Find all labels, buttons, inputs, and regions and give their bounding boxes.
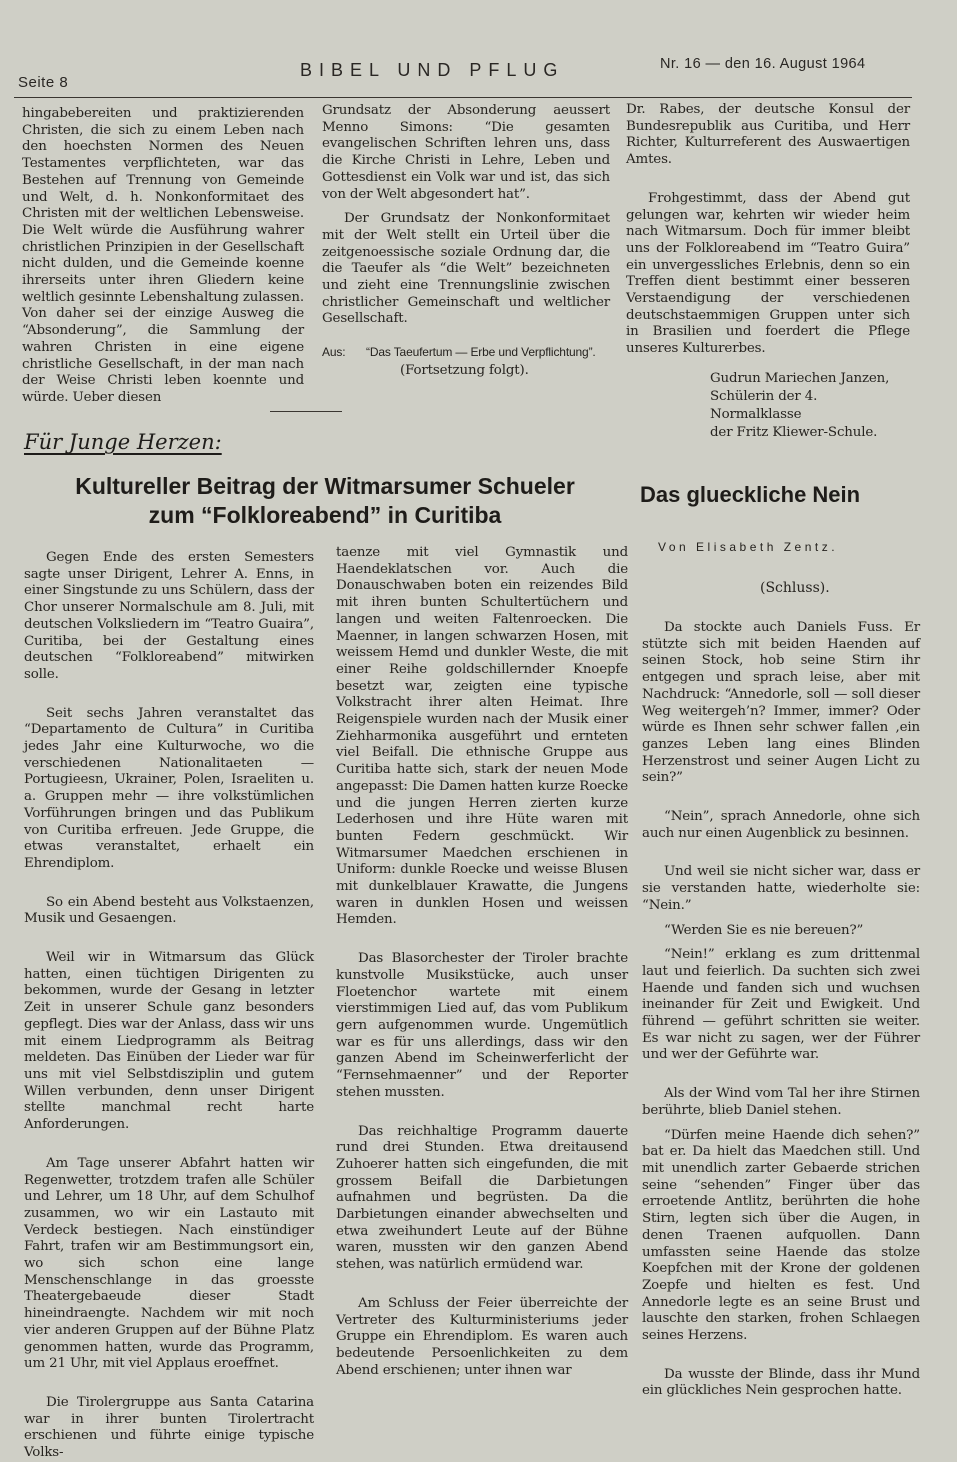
top-column-1 bbox=[22, 106, 304, 407]
signature-line: der Fritz Kliewer-Schule. bbox=[710, 424, 878, 440]
paragraph: Am Tage unserer Abfahrt hatten wir Regenwetter, trotzdem trafen alle Schüler und Lehrer, um 18 Uhr, auf dem Schulhof zusammen, wo wir ein Lastauto mit Verdeck bestiegen. Nach einstündiger Fahrt, trafen wir am Bestimmungsort ein, wo sich schon eine lange Menschenschlange in das groesste Theatergebaeude dieser Stadt hineindraengte. Nachdem wir mit noch vier anderen Gruppen auf der Bühne Platz genommen hatten, wurde das Programm, um 21 Uhr, mit viel Applaus eroeffnet. bbox=[24, 1155, 314, 1372]
paragraph: Die Tirolergruppe aus Santa Catarina war in ihrer bunten Tirolertracht erschienen und führte einige typische Volks- bbox=[24, 1394, 314, 1461]
paragraph: “Nein!” erklang es zum drittenmal laut und feierlich. Da suchten sich zwei Haende und fanden sich und wuchsen ineinander für Zeit und Ewigkeit. Und führend — geführt schritten sie weiter. Es war nicht zu sagen, wer der Führer und wer der Geführte war. bbox=[642, 947, 920, 1063]
header-rule bbox=[14, 97, 912, 98]
article-title bbox=[40, 472, 610, 530]
signature-line: Schülerin der 4. Normalklasse bbox=[710, 388, 818, 422]
paragraph: Und weil sie nicht sicher war, dass er sie verstanden hatte, wiederholte sie: “Nein.” bbox=[642, 864, 920, 913]
paragraph: “Werden Sie es nie bereuen?” bbox=[664, 922, 864, 938]
top-column-3 bbox=[626, 102, 910, 442]
paragraph: Da wusste der Blinde, dass ihr Mund ein glückliches Nein gesprochen hatte. bbox=[642, 1366, 920, 1399]
masthead: BIBEL UND PFLUG bbox=[300, 60, 565, 80]
section-heading: Für Junge Herzen: bbox=[24, 430, 222, 454]
paragraph: So ein Abend besteht aus Volkstaenzen, Musik und Gesaengen. bbox=[24, 894, 314, 927]
paragraph: Grundsatz der Absonderung aeussert Menno Simons: “Die gesamten evangelischen Schriften lehren uns, dass die Kirche Christi in Lehre, Leben und Gottesdienst ein Volk war und ist, das sich von der Welt abgesondert hat”. bbox=[322, 103, 610, 202]
article-title-line: Kultureller Beitrag der Witmarsumer Schueler bbox=[75, 473, 575, 499]
article-column-2 bbox=[336, 545, 628, 1379]
paragraph: Seit sechs Jahren veranstaltet das “Departamento de Cultura” in Curitiba jedes Jahr eine Kulturwoche, wo die verschiedenen Nationalitaeten — Portugieesn, Ukrainer, Polen, Israeliten u. a. Gruppen mehr — ihre volkstümlichen Vorführungen bringen und das Publikum von Curitiba erfreuen. Jede Gruppe, die etwas veranstaltet, erhaelt ein Ehrendiplom. bbox=[24, 705, 314, 871]
story-status: (Schluss). bbox=[760, 580, 830, 596]
issue-date: Nr. 16 — den 16. August 1964 bbox=[660, 56, 866, 72]
paragraph: Als der Wind vom Tal her ihre Stirnen berührte, blieb Daniel stehen. bbox=[642, 1086, 920, 1118]
paragraph: Der Grundsatz der Nonkonformitaet mit der Welt stellt ein Urteil über die zeitgenoessische soziale Ordnung dar, die die Taeufer als “die Welt” bezeichneten und zieht eine Trennungslinie zwischen christlicher Gemeinschaft und weltlicher Gesellschaft. bbox=[322, 211, 610, 327]
source-citation bbox=[322, 344, 610, 361]
continued-note: (Fortsetzung folgt). bbox=[400, 363, 529, 379]
section-divider bbox=[270, 411, 342, 412]
paragraph: Am Schluss der Feier überreichte der Vertreter des Kulturministeriums jeder Gruppe ein Ehrendiplom. Es waren auch bedeutende Persoenlichkeiten zu dem Abend erschienen; unter ihnen war bbox=[336, 1295, 628, 1378]
paragraph: Das reichhaltige Programm dauerte rund drei Stunden. Etwa dreitausend Zuhoerer hatten sich eingefunden, die mit grossem Beifall die Darbietungen aufnahmen und begrüsten. Da die Darbietungen einander abwechselten und etwa zweihundert Leute auf der Bühne waren, mussten wir den ganzen Abend stehen, was natürlich ermüdend war. bbox=[336, 1123, 628, 1273]
page-number: Seite 8 bbox=[18, 74, 69, 91]
paragraph: Dr. Rabes, der deutsche Konsul der Bundesrepublik aus Curitiba, und Herr Richter, Kulturreferent des Auswaertigen Amtes. bbox=[626, 102, 910, 168]
paragraph: “Dürfen meine Haende dich sehen?” bat er. Da hielt das Maedchen still. Und mit unendlich zarter Gebaerde strichen seine “sehenden” Finger über das erroetende Antlitz, berührten die hohe Stirn, legten sich über die Augen, in denen Traenen aufquollen. Dann umfassten seine Haende das stolze Koepfchen mit der Krone der goldenen Zoepfe und hielten es fest. Und Annedorle legte es an seine Brust und lauschte den starken, frohen Schlaegen seines Herzens. bbox=[642, 1127, 920, 1344]
story-column bbox=[642, 620, 920, 1400]
source-label: Aus: bbox=[322, 345, 346, 360]
source-text: “Das Taeufertum — Erbe und Verpflichtung”. bbox=[366, 345, 596, 360]
paragraph: Weil wir in Witmarsum das Glück hatten, einen tüchtigen Dirigenten zu bekommen, wurde der Gesang in letzter Zeit in unserer Schule ganz besonders gepflegt. Dies war der Anlass, dass wir uns mit einem Liedprogramm als Beitrag meldeten. Das Einüben der Lieder war für uns mit viel Selbstdisziplin und gutem Willen verbunden, denn unser Dirigent stellte manchmal recht harte Anforderungen. bbox=[24, 950, 314, 1133]
paragraph: taenze mit viel Gymnastik und Haendeklatschen vor. Auch die Donauschwaben boten ein reizendes Bild mit ihren bunten Schultertüchern und langen und weiten Faltenroecken. Die Maenner, in langen schwarzen Hosen, mit weissem Hemd und dunkler Weste, die mit einer Reihe goldschillernder Knoepfe besetzt war, zeigten eine typische Volkstracht ihrer alten Heimat. Ihre Reigenspiele wurden nach der Musik einer Ziehharmonika ausgeführt und ernteten viel Beifall. Die ethnische Gruppe aus Curitiba hatte sich, stark der neuen Mode angepasst: Die Damen hatten kurze Roecke und die jungen Herren zierten kurze Lederhosen und ihre Hüte waren mit bunten Federn geschmückt. Wir Witmarsumer Maedchen erschienen in Uniform: dunkle Roecke und weisse Blusen mit dunkelblauer Krawatte, die Jungens waren in dunklen Hosen und weissen Hemden. bbox=[336, 545, 628, 928]
paragraph: Da stockte auch Daniels Fuss. Er stützte sich mit beiden Haenden auf seinen Stock, hob seine Stirn ihr entgegen und sprach leise, aber mit Nachdruck: “Annedorle, soll — soll dieser Weg weitergeh’n? Immer, immer? Oder würde es Ihnen sehr schwer fallen ,ein ganzes Leben lang eines Blinden Herzenstrost und seiner Augen Licht zu sein?” bbox=[642, 620, 920, 786]
paragraph: Frohgestimmt, dass der Abend gut gelungen war, kehrten wir wieder heim nach Witmarsum. Doch für immer bleibt uns der Folkloreabend im “Teatro Guira” ein unvergessliches Erlebnis, denn so ein Treffen dient bestimmt einer besseren Verstaendigung der verschiedenen deutschstaemmigen Gruppen unter sich in Brasilien und foerdert die Pflege unseres Kulturerbes. bbox=[626, 190, 910, 357]
story-byline: Von Elisabeth Zentz. bbox=[658, 540, 839, 554]
paragraph: Gegen Ende des ersten Semesters sagte unser Dirigent, Lehrer A. Enns, in einer Singstunde zu uns Schülern, dass der Chor unserer Normalschule am 8. Juli, mit deutschen Volksliedern im “Teatro Guaira”, Curitiba, bei der Gestaltung eines deutschen “Folkloreabend” mitwirken solle. bbox=[24, 550, 314, 682]
paragraph: hingabebereiten und praktizierenden Christen, die sich zu einem Leben nach den hoechsten Normen des Neuen Testamentes verpflichteten, war das Bestehen auf Trennung von Gemeinde und Welt, d. h. Nonkonformitaet des Christen mit der weltlichen Lebensweise. Die Welt würde die Ausführung wahrer christlichen Prinzipien in der Gesellschaft nicht dulden, und die Gemeinde koenne ihrerseits unter ihren Gliedern keine weltlich gesinnte Lebenshaltung zulassen. Von daher sei der einzige Ausweg die “Absonderung”, die Sammlung der wahren Christen in eine eigene christliche Gesellschaft, in der man nach der Weise Christi leben koennte und würde. Ueber diesen bbox=[22, 106, 304, 405]
signature bbox=[710, 370, 910, 442]
paragraph: “Nein”, sprach Annedorle, ohne sich auch nur einen Augenblick zu besinnen. bbox=[642, 809, 920, 841]
paragraph: Das Blasorchester der Tiroler brachte kunstvolle Musikstücke, auch unser Floetenchor wartete mit einem vierstimmigen Lied auf, das vom Publikum gern aufgenommen wurde. Ungemütlich war es für uns allerdings, dass wir den ganzen Abend im Scheinwerferlicht der “Fernsehmaenner” und der Reporter stehen mussten. bbox=[336, 951, 628, 1100]
top-column-2 bbox=[322, 103, 610, 380]
story-title: Das glueckliche Nein bbox=[640, 482, 861, 507]
article-title-line: zum “Folkloreabend” in Curitiba bbox=[148, 502, 502, 528]
signature-line: Gudrun Mariechen Janzen, bbox=[710, 370, 890, 386]
article-column-1 bbox=[24, 550, 314, 1462]
